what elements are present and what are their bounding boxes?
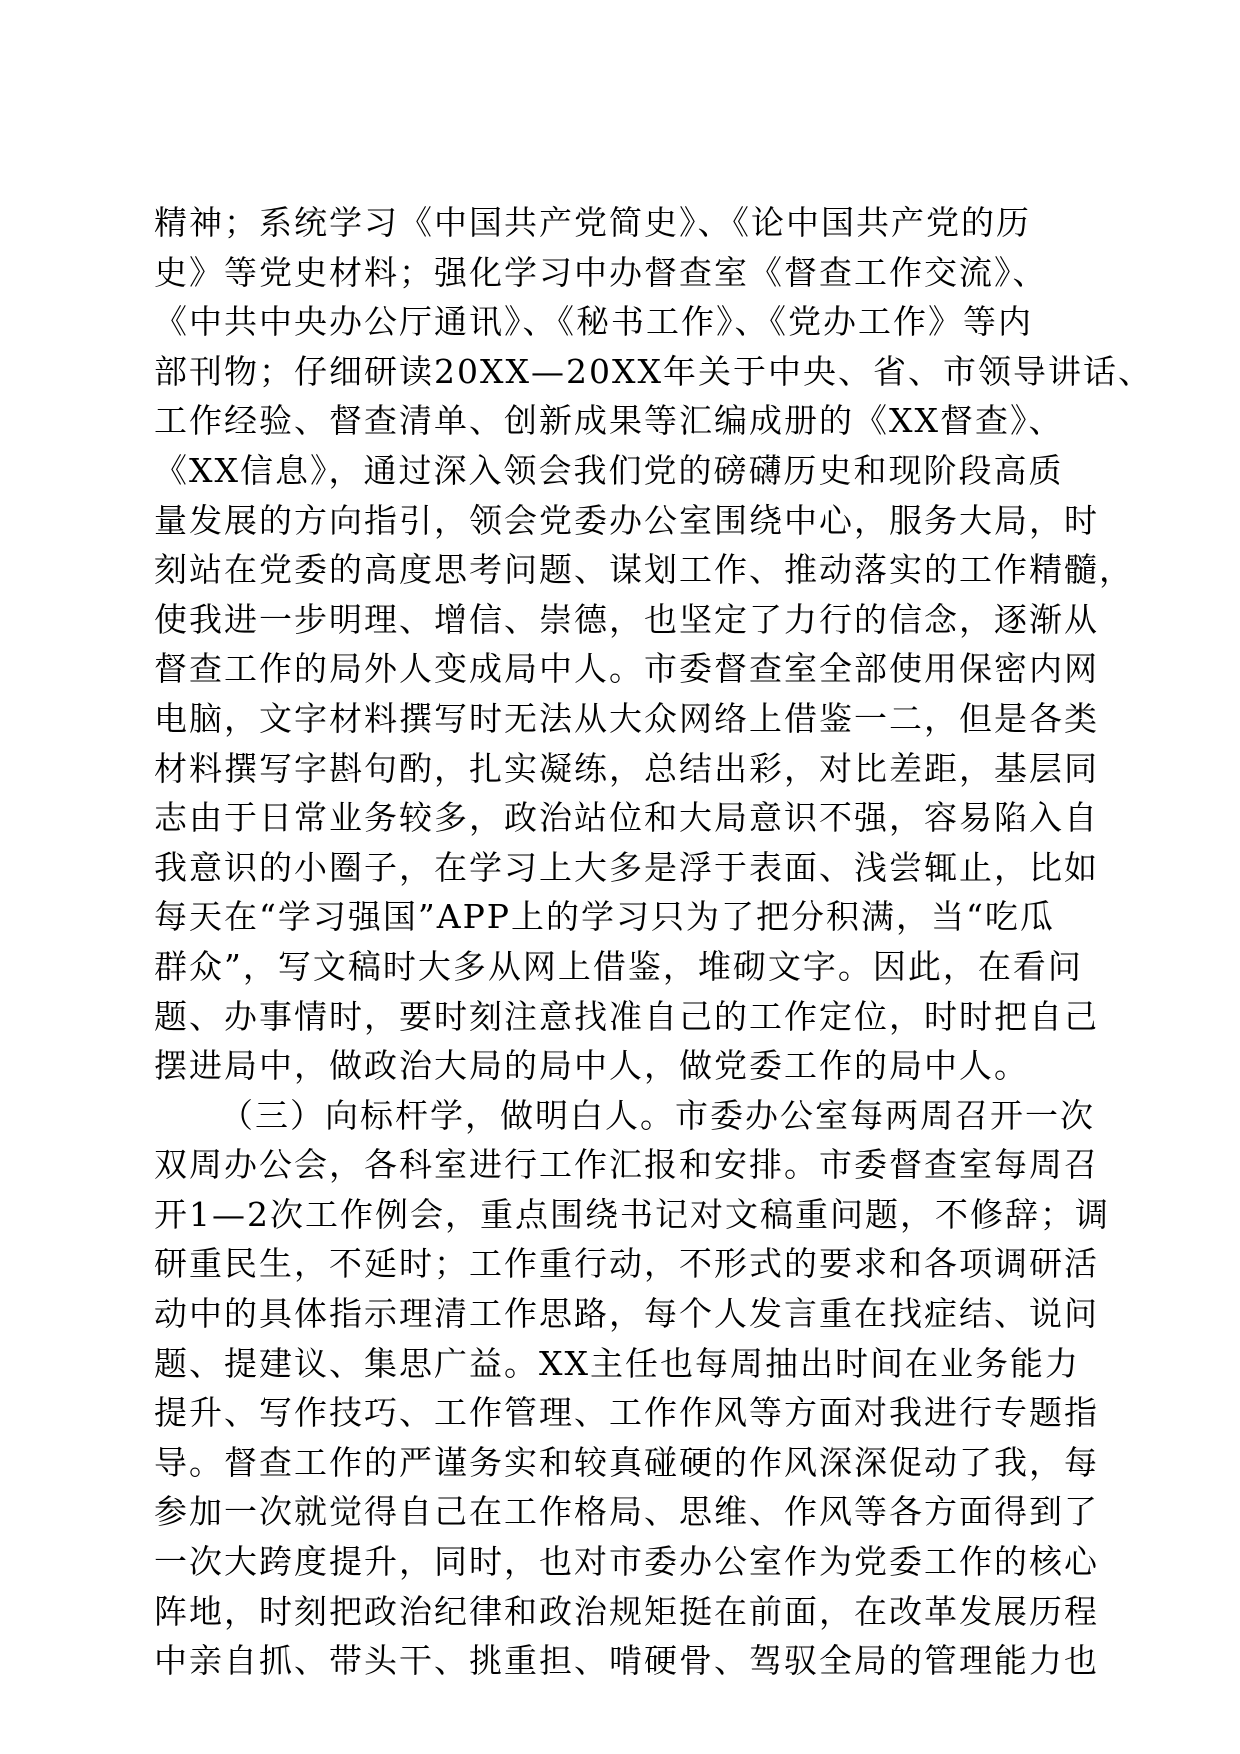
text-line: 我意识的小圈子，在学习上大多是浮于表面、浅尝辄止，比如 bbox=[154, 847, 1099, 887]
text-line: 《XX信息》，通过深入领会我们党的磅礴历史和现阶段高质 bbox=[154, 450, 1064, 490]
paragraph-study-materials bbox=[154, 198, 1153, 1091]
text-line: 研重民生，不延时；工作重行动，不形式的要求和各项调研活 bbox=[154, 1244, 1099, 1284]
text-line: 材料撰写字斟句酌，扎实凝练，总结出彩，对比差距，基层同 bbox=[154, 748, 1099, 788]
text-line: 动中的具体指示理清工作思路，每个人发言重在找症结、说问 bbox=[154, 1294, 1099, 1334]
text-line: 《中共中央办公厅通讯》、《秘书工作》、《党办工作》等内 bbox=[154, 302, 1033, 342]
text-line: 史》等党史材料；强化学习中办督查室《督查工作交流》、 bbox=[154, 252, 1048, 292]
text-line: 提升、写作技巧、工作管理、工作作风等方面对我进行专题指 bbox=[154, 1393, 1099, 1433]
text-line: 参加一次就觉得自己在工作格局、思维、作风等各方面得到了 bbox=[154, 1492, 1099, 1532]
text-line: 督查工作的局外人变成局中人。市委督查室全部使用保密内网 bbox=[154, 649, 1099, 689]
text-line: 量发展的方向指引，领会党委办公室围绕中心，服务大局，时 bbox=[154, 500, 1099, 540]
text-line: 精神；系统学习《中国共产党简史》、《论中国共产党的历 bbox=[154, 203, 1031, 242]
text-line: 双周办公会，各科室进行工作汇报和安排。市委督查室每周召 bbox=[154, 1145, 1099, 1185]
text-line: 中亲自抓、带头干、挑重担、啃硬骨、驾驭全局的管理能力也 bbox=[154, 1641, 1099, 1681]
text-line: 题、提建议、集思广益。XX主任也每周抽出时间在业务能力 bbox=[154, 1343, 1080, 1383]
text-line: 摆进局中，做政治大局的局中人，做党委工作的局中人。 bbox=[154, 1046, 1029, 1086]
text-line: 每天在“学习强国”APP上的学习只为了把分积满，当“吃瓜 bbox=[154, 897, 1055, 937]
text-line: 一次大跨度提升，同时，也对市委办公室作为党委工作的核心 bbox=[154, 1542, 1099, 1582]
text-line: 开1—2次工作例会，重点围绕书记对文稿重问题，不修辞；调 bbox=[154, 1194, 1110, 1234]
text-line: 工作经验、督查清单、创新成果等汇编成册的《XX督查》、 bbox=[154, 401, 1064, 441]
text-line: 题、办事情时，要时刻注意找准自己的工作定位，时时把自己 bbox=[154, 996, 1099, 1036]
text-line: （三）向标杆学，做明白人。市委办公室每两周召开一次 bbox=[220, 1095, 1095, 1135]
text-line: 导。督查工作的严谨务实和较真碰硬的作风深深促动了我，每 bbox=[154, 1442, 1099, 1482]
document-body bbox=[154, 198, 1153, 1686]
text-line: 刻站在党委的高度思考问题、谋划工作、推动落实的工作精髓， bbox=[154, 550, 1134, 590]
text-line: 阵地，时刻把政治纪律和政治规矩挺在前面，在改革发展历程 bbox=[154, 1591, 1099, 1631]
text-line: 志由于日常业务较多，政治站位和大局意识不强，容易陷入自 bbox=[154, 798, 1099, 838]
text-line: 电脑，文字材料撰写时无法从大众网络上借鉴一二，但是各类 bbox=[154, 698, 1099, 738]
paragraph-learn-from-benchmark bbox=[154, 1091, 1110, 1686]
text-line: 使我进一步明理、增信、崇德，也坚定了力行的信念，逐渐从 bbox=[154, 599, 1099, 639]
text-line: 部刊物；仔细研读20XX—20XX年关于中央、省、市领导讲话、 bbox=[154, 351, 1153, 391]
text-line: 群众”，写文稿时大多从网上借鉴，堆砌文字。因此，在看问 bbox=[154, 946, 1083, 986]
